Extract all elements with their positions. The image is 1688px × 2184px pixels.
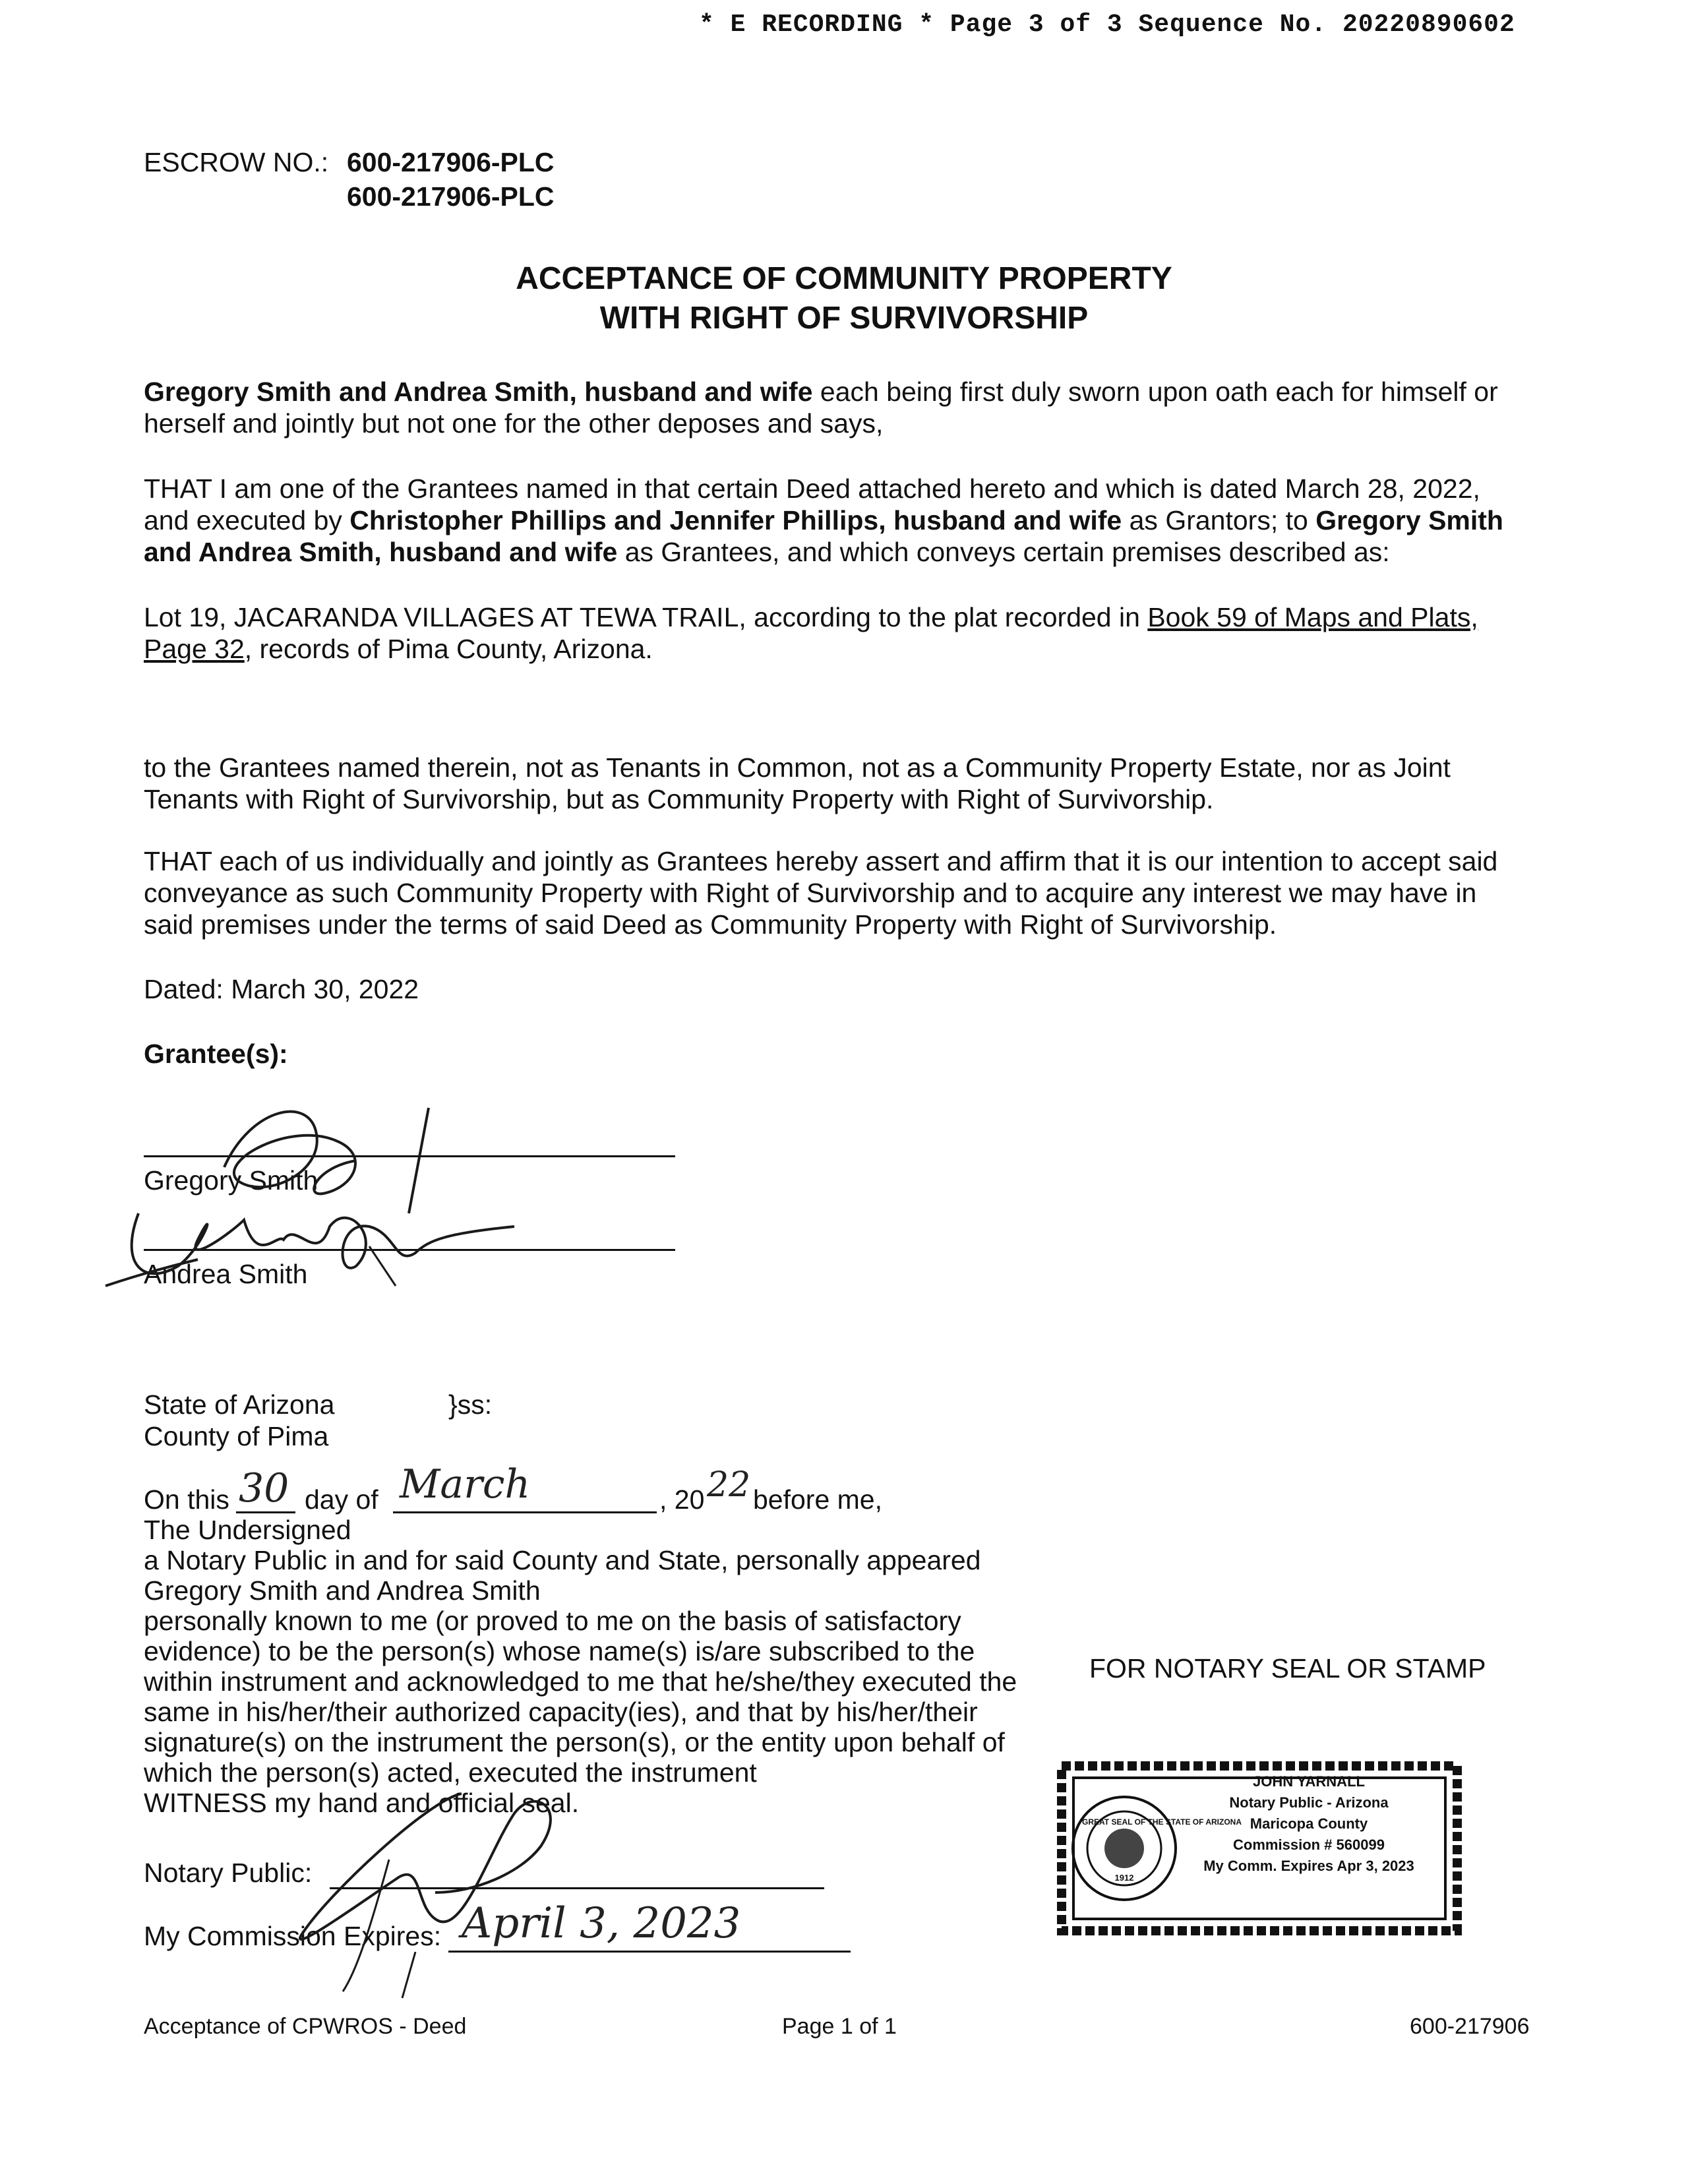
grantees-label: Grantee(s):	[144, 1039, 288, 1069]
ack-before-me: before me,	[753, 1484, 882, 1515]
signer-gregory-smith: Gregory Smith	[144, 1165, 318, 1196]
plat-reference: Book 59 of Maps and Plats, Page 32	[144, 602, 1478, 664]
legal-description: Lot 19, JACARANDA VILLAGES AT TEWA TRAIL, according to the plat recorded in Book 59 of Maps and Plats, Page 32, records of Pima County, Arizona.	[144, 602, 1478, 664]
footer-right: 600-217906	[1410, 2014, 1530, 2039]
ack-day-of: day of	[305, 1484, 378, 1515]
year-handwritten: 22	[707, 1465, 751, 1505]
day-handwritten: 30	[239, 1465, 289, 1511]
ack-line: a Notary Public in and for said County and State, personally appeared	[144, 1545, 981, 1575]
seal-inscription: GREAT SEAL OF THE STATE OF ARIZONA	[1082, 1817, 1242, 1827]
ack-line: Gregory Smith and Andrea Smith	[144, 1575, 541, 1606]
stamp-expires: My Comm. Expires Apr 3, 2023	[1203, 1858, 1414, 1874]
stamp-commission: Commission # 560099	[1233, 1836, 1385, 1853]
stamp-name: JOHN YARNALL	[1253, 1773, 1365, 1790]
ack-year-prefix: , 20	[659, 1484, 705, 1515]
escrow-number-repeat: 600-217906-PLC	[347, 181, 555, 212]
ack-line: within instrument and acknowledged to me that he/she/they executed the	[144, 1666, 1017, 1697]
document-title-line2: WITH RIGHT OF SURVIVORSHIP	[599, 301, 1089, 336]
month-blank	[393, 1511, 657, 1513]
tenancy-paragraph: to the Grantees named therein, not as Tenants in Common, not as a Community Property Estate, nor as Joint Tenants with Right of Survivorship, but as Community Property with Right of Survivorship.	[144, 752, 1451, 814]
ack-line: personally known to me (or proved to me on the basis of satisfactory	[144, 1606, 961, 1636]
recording-header: * E RECORDING * Page 3 of 3 Sequence No. 20220890602	[699, 11, 1515, 39]
seal-year: 1912	[1114, 1873, 1134, 1883]
escrow-number: 600-217906-PLC	[347, 147, 555, 177]
oath-paragraph: Gregory Smith and Andrea Smith, husband and wife each being first duly sworn upon oath each for himself or herself and jointly but not one for the other deposes and says,	[144, 377, 1498, 439]
ack-on-this: On this	[144, 1484, 229, 1515]
notary-public-label: Notary Public:	[144, 1858, 313, 1888]
day-blank	[236, 1511, 295, 1513]
signer-andrea-smith: Andrea Smith	[144, 1259, 308, 1289]
dated-line: Dated: March 30, 2022	[144, 974, 419, 1004]
ack-line: which the person(s) acted, executed the instrument	[144, 1757, 757, 1788]
ack-line: evidence) to be the person(s) whose name(s) is/are subscribed to the	[144, 1636, 975, 1666]
ack-line: signature(s) on the instrument the person(s), or the entity upon behalf of	[144, 1727, 1005, 1757]
commission-label: My Commission Expires:	[144, 1921, 442, 1951]
footer-page: Page 1 of 1	[782, 2014, 897, 2039]
deed-paragraph: THAT I am one of the Grantees named in that certain Deed attached hereto and which is dated March 28, 2022, and executed by Christopher Phillips and Jennifer Phillips, husband and wife as Grantors; to Gregory Smith and Andrea Smith, husband and wife as Grantees, and which conveys certain premises described as:	[144, 473, 1503, 567]
grantor-names: Christopher Phillips and Jennifer Phillips, husband and wife	[349, 505, 1122, 535]
ack-line: same in his/her/their authorized capacity(ies), and that by his/her/their	[144, 1697, 978, 1727]
ack-line: The Undersigned	[144, 1515, 351, 1545]
notary-signature-graphic	[264, 1774, 659, 1991]
venue-ss: }ss:	[448, 1389, 493, 1420]
escrow-label: ESCROW NO.:	[144, 147, 329, 177]
stamp-county: Maricopa County	[1250, 1815, 1368, 1832]
document-title-line1: ACCEPTANCE OF COMMUNITY PROPERTY	[516, 261, 1172, 296]
footer-left: Acceptance of CPWROS - Deed	[144, 2014, 467, 2039]
stamp-title: Notary Public - Arizona	[1229, 1794, 1389, 1811]
affirmation-paragraph: THAT each of us individually and jointly as Grantees hereby assert and affirm that it is our intention to accept said conveyance as such Community Property with Right of Survivorship and to acquire any interest we may have in said premises under the terms of said Deed as Community Property with Right of Survivorship.	[144, 846, 1498, 940]
commission-handwritten: April 3, 2023	[462, 1899, 741, 1948]
venue-state: State of Arizona	[144, 1389, 335, 1420]
grantee-names-2: Gregory Smith and Andrea Smith, husband and wife	[144, 505, 1503, 567]
grantee-signatures-graphic	[119, 1068, 528, 1306]
venue-county: County of Pima	[144, 1421, 329, 1451]
ack-line: WITNESS my hand and official seal.	[144, 1788, 580, 1818]
seal-label: FOR NOTARY SEAL OR STAMP	[1089, 1653, 1486, 1684]
grantee-names: Gregory Smith and Andrea Smith, husband and wife	[144, 377, 813, 407]
month-handwritten: March	[400, 1461, 531, 1507]
